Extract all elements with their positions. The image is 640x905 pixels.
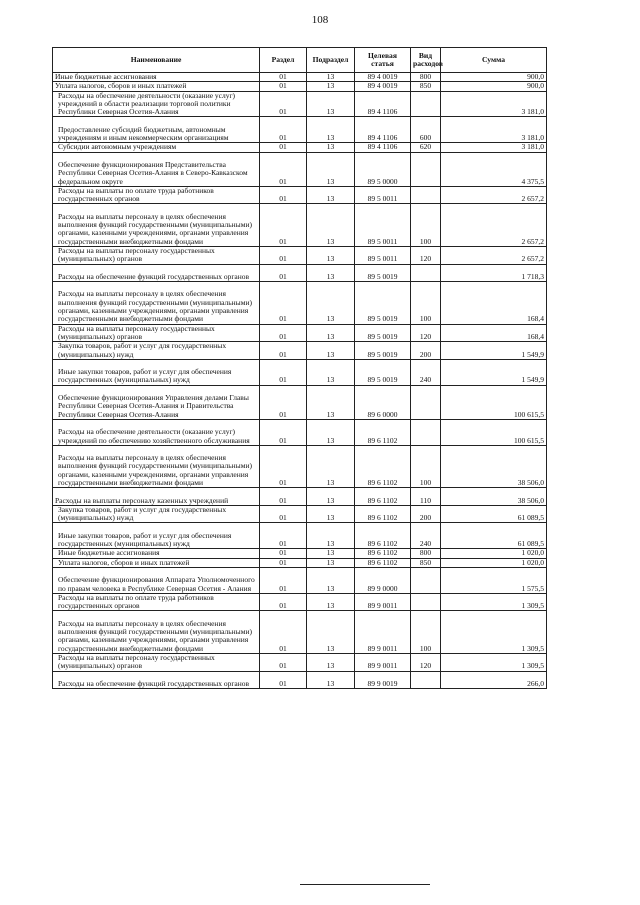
cell-section: 01 — [260, 488, 307, 506]
cell-name: Закупка товаров, работ и услуг для государственных (муниципальных) нужд — [53, 342, 260, 360]
cell-target: 89 9 0011 — [355, 611, 411, 654]
table-row — [53, 558, 547, 567]
cell-expense-type: 100 — [411, 204, 441, 247]
cell-section: 01 — [260, 505, 307, 523]
cell-subsection: 13 — [307, 567, 355, 593]
table-row — [53, 359, 547, 385]
cell-target: 89 4 0019 — [355, 82, 411, 91]
cell-amount: 100 615,5 — [441, 419, 547, 445]
cell-amount: 3 181,0 — [441, 91, 547, 117]
cell-subsection: 13 — [307, 117, 355, 143]
cell-amount: 3 181,0 — [441, 117, 547, 143]
cell-section: 01 — [260, 385, 307, 419]
cell-target: 89 4 1106 — [355, 117, 411, 143]
cell-amount: 1 549,9 — [441, 359, 547, 385]
cell-name: Иные бюджетные ассигнования — [53, 73, 260, 82]
cell-expense-type: 100 — [411, 445, 441, 488]
cell-expense-type — [411, 419, 441, 445]
cell-amount: 38 506,0 — [441, 445, 547, 488]
cell-amount: 1 309,5 — [441, 593, 547, 611]
cell-expense-type: 800 — [411, 549, 441, 558]
cell-target: 89 6 1102 — [355, 419, 411, 445]
header-amount: Сумма — [441, 48, 547, 73]
cell-subsection: 13 — [307, 445, 355, 488]
cell-target: 89 4 0019 — [355, 73, 411, 82]
table-row — [53, 653, 547, 671]
cell-section: 01 — [260, 152, 307, 186]
cell-expense-type — [411, 186, 441, 204]
cell-expense-type: 120 — [411, 653, 441, 671]
table-row — [53, 204, 547, 247]
cell-subsection: 13 — [307, 82, 355, 91]
table-body — [53, 73, 547, 689]
table-row — [53, 567, 547, 593]
cell-name: Иные закупки товаров, работ и услуг для обеспечения государственных (муниципальных) нужд — [53, 359, 260, 385]
cell-section: 01 — [260, 567, 307, 593]
cell-section: 01 — [260, 324, 307, 342]
cell-target: 89 4 1106 — [355, 143, 411, 152]
cell-target: 89 6 1102 — [355, 505, 411, 523]
table-row — [53, 671, 547, 689]
cell-subsection: 13 — [307, 282, 355, 325]
cell-amount: 2 657,2 — [441, 186, 547, 204]
cell-subsection: 13 — [307, 264, 355, 282]
cell-subsection: 13 — [307, 505, 355, 523]
cell-name: Расходы на выплаты по оплате труда работников государственных органов — [53, 593, 260, 611]
cell-subsection: 13 — [307, 143, 355, 152]
header-target: Целевая статья — [355, 48, 411, 73]
cell-target: 89 6 1102 — [355, 558, 411, 567]
table-row — [53, 385, 547, 419]
cell-target: 89 5 0019 — [355, 282, 411, 325]
cell-target: 89 9 0011 — [355, 653, 411, 671]
cell-name: Предоставление субсидий бюджетным, автономным учреждениям и иным некоммерческим организациям — [53, 117, 260, 143]
cell-amount: 1 309,5 — [441, 611, 547, 654]
cell-name: Обеспечение функционирования Аппарата Уполномоченного по правам человека в Республике Северная Осетия - Алания — [53, 567, 260, 593]
cell-amount: 900,0 — [441, 82, 547, 91]
cell-name: Расходы на выплаты персоналу в целях обеспечения выполнения функций государственными (муниципальными) органами, казенными учреждениями, органами управления государственными внебюджетными фондами — [53, 445, 260, 488]
table-row — [53, 611, 547, 654]
table-row — [53, 82, 547, 91]
cell-name: Расходы на выплаты персоналу в целях обеспечения выполнения функций государственными (муниципальными) органами, казенными учреждениями, органами управления государственными внебюджетными фондами — [53, 204, 260, 247]
cell-target: 89 9 0011 — [355, 593, 411, 611]
cell-amount: 2 657,2 — [441, 204, 547, 247]
cell-name: Расходы на выплаты персоналу казенных учреждений — [53, 488, 260, 506]
table-row — [53, 117, 547, 143]
cell-target: 89 5 0019 — [355, 324, 411, 342]
cell-expense-type — [411, 671, 441, 689]
cell-name: Расходы на выплаты персоналу государственных (муниципальных) органов — [53, 246, 260, 264]
cell-name: Расходы на обеспечение функций государственных органов — [53, 264, 260, 282]
cell-target: 89 6 1102 — [355, 488, 411, 506]
cell-section: 01 — [260, 143, 307, 152]
table-row — [53, 264, 547, 282]
cell-amount: 266,0 — [441, 671, 547, 689]
table-row — [53, 324, 547, 342]
cell-name: Субсидии автономным учреждениям — [53, 143, 260, 152]
cell-expense-type: 200 — [411, 505, 441, 523]
cell-expense-type: 110 — [411, 488, 441, 506]
cell-expense-type: 100 — [411, 611, 441, 654]
cell-name: Расходы на обеспечение деятельности (оказание услуг) учреждений по обеспечению хозяйственного обслуживания — [53, 419, 260, 445]
cell-subsection: 13 — [307, 91, 355, 117]
cell-subsection: 13 — [307, 611, 355, 654]
table-row — [53, 186, 547, 204]
cell-expense-type: 600 — [411, 117, 441, 143]
cell-subsection: 13 — [307, 246, 355, 264]
cell-amount: 1 020,0 — [441, 558, 547, 567]
cell-amount: 1 575,5 — [441, 567, 547, 593]
cell-name: Расходы на выплаты по оплате труда работников государственных органов — [53, 186, 260, 204]
table-row — [53, 152, 547, 186]
cell-subsection: 13 — [307, 523, 355, 549]
table-row — [53, 246, 547, 264]
cell-section: 01 — [260, 549, 307, 558]
cell-name: Обеспечение функционирования Управления делами Главы Республики Северная Осетия-Алания и Правительства Республики Северная Осетия-Алания — [53, 385, 260, 419]
cell-subsection: 13 — [307, 671, 355, 689]
cell-subsection: 13 — [307, 73, 355, 82]
cell-amount: 900,0 — [441, 73, 547, 82]
cell-amount: 168,4 — [441, 324, 547, 342]
cell-subsection: 13 — [307, 342, 355, 360]
cell-expense-type — [411, 152, 441, 186]
cell-expense-type: 800 — [411, 73, 441, 82]
cell-section: 01 — [260, 342, 307, 360]
cell-expense-type: 120 — [411, 324, 441, 342]
cell-target: 89 6 1102 — [355, 445, 411, 488]
cell-section: 01 — [260, 359, 307, 385]
cell-target: 89 5 0019 — [355, 359, 411, 385]
cell-subsection: 13 — [307, 653, 355, 671]
cell-amount: 1 718,3 — [441, 264, 547, 282]
table-row — [53, 342, 547, 360]
header-expense-type: Вид расходов — [411, 48, 441, 73]
cell-amount: 4 375,5 — [441, 152, 547, 186]
footer-rule — [300, 884, 430, 885]
cell-target: 89 5 0019 — [355, 342, 411, 360]
cell-expense-type: 240 — [411, 359, 441, 385]
cell-target: 89 9 0000 — [355, 567, 411, 593]
cell-target: 89 6 1102 — [355, 523, 411, 549]
cell-amount: 1 020,0 — [441, 549, 547, 558]
cell-name: Обеспечение функционирования Представительства Республики Северная Осетия-Алания в Северо-Кавказском федеральном округе — [53, 152, 260, 186]
cell-subsection: 13 — [307, 385, 355, 419]
table-row — [53, 143, 547, 152]
cell-expense-type: 120 — [411, 246, 441, 264]
cell-section: 01 — [260, 264, 307, 282]
cell-section: 01 — [260, 117, 307, 143]
cell-subsection: 13 — [307, 186, 355, 204]
cell-amount: 1 309,5 — [441, 653, 547, 671]
cell-subsection: 13 — [307, 152, 355, 186]
cell-section: 01 — [260, 671, 307, 689]
table-row — [53, 505, 547, 523]
cell-name: Расходы на выплаты персоналу в целях обеспечения выполнения функций государственными (муниципальными) органами, казенными учреждениями, органами управления государственными внебюджетными фондами — [53, 282, 260, 325]
cell-expense-type: 850 — [411, 82, 441, 91]
cell-target: 89 9 0019 — [355, 671, 411, 689]
cell-section: 01 — [260, 282, 307, 325]
cell-name: Уплата налогов, сборов и иных платежей — [53, 82, 260, 91]
cell-amount: 100 615,5 — [441, 385, 547, 419]
cell-section: 01 — [260, 246, 307, 264]
cell-subsection: 13 — [307, 419, 355, 445]
table-row — [53, 91, 547, 117]
cell-amount: 3 181,0 — [441, 143, 547, 152]
cell-section: 01 — [260, 523, 307, 549]
cell-target: 89 5 0011 — [355, 246, 411, 264]
cell-name: Расходы на обеспечение деятельности (оказание услуг) учреждений в области реализации торговой политики Республики Северная Осетия-Алания — [53, 91, 260, 117]
table-row — [53, 282, 547, 325]
cell-name: Расходы на выплаты персоналу государственных (муниципальных) органов — [53, 653, 260, 671]
cell-section: 01 — [260, 419, 307, 445]
table-header-row — [53, 48, 547, 73]
table-row — [53, 445, 547, 488]
cell-subsection: 13 — [307, 558, 355, 567]
cell-expense-type: 850 — [411, 558, 441, 567]
cell-name: Расходы на обеспечение функций государственных органов — [53, 671, 260, 689]
cell-amount: 61 089,5 — [441, 523, 547, 549]
cell-expense-type: 240 — [411, 523, 441, 549]
header-name: Наименование — [53, 48, 260, 73]
table-row — [53, 593, 547, 611]
budget-table — [52, 47, 547, 689]
header-section: Раздел — [260, 48, 307, 73]
cell-expense-type — [411, 385, 441, 419]
cell-subsection: 13 — [307, 359, 355, 385]
cell-name: Уплата налогов, сборов и иных платежей — [53, 558, 260, 567]
page-number: 108 — [311, 14, 329, 26]
cell-amount: 168,4 — [441, 282, 547, 325]
cell-amount: 2 657,2 — [441, 246, 547, 264]
cell-section: 01 — [260, 558, 307, 567]
cell-section: 01 — [260, 91, 307, 117]
cell-target: 89 5 0011 — [355, 186, 411, 204]
table-row — [53, 549, 547, 558]
cell-expense-type — [411, 567, 441, 593]
cell-section: 01 — [260, 82, 307, 91]
cell-target: 89 5 0000 — [355, 152, 411, 186]
cell-target: 89 6 0000 — [355, 385, 411, 419]
cell-expense-type: 620 — [411, 143, 441, 152]
cell-amount: 38 506,0 — [441, 488, 547, 506]
cell-name: Иные бюджетные ассигнования — [53, 549, 260, 558]
cell-section: 01 — [260, 73, 307, 82]
cell-name: Расходы на выплаты персоналу в целях обеспечения выполнения функций государственными (муниципальными) органами, казенными учреждениями, органами управления государственными внебюджетными фондами — [53, 611, 260, 654]
cell-subsection: 13 — [307, 204, 355, 247]
cell-target: 89 6 1102 — [355, 549, 411, 558]
header-subsection: Подраздел — [307, 48, 355, 73]
cell-expense-type — [411, 91, 441, 117]
cell-name: Иные закупки товаров, работ и услуг для обеспечения государственных (муниципальных) нужд — [53, 523, 260, 549]
cell-target: 89 5 0011 — [355, 204, 411, 247]
cell-target: 89 4 1106 — [355, 91, 411, 117]
cell-subsection: 13 — [307, 324, 355, 342]
cell-name: Расходы на выплаты персоналу государственных (муниципальных) органов — [53, 324, 260, 342]
table-row — [53, 419, 547, 445]
cell-expense-type: 100 — [411, 282, 441, 325]
cell-subsection: 13 — [307, 488, 355, 506]
cell-name: Закупка товаров, работ и услуг для государственных (муниципальных) нужд — [53, 505, 260, 523]
cell-amount: 1 549,9 — [441, 342, 547, 360]
cell-section: 01 — [260, 593, 307, 611]
table-row — [53, 488, 547, 506]
cell-amount: 61 089,5 — [441, 505, 547, 523]
cell-expense-type: 200 — [411, 342, 441, 360]
cell-subsection: 13 — [307, 549, 355, 558]
table-row — [53, 523, 547, 549]
cell-section: 01 — [260, 445, 307, 488]
cell-section: 01 — [260, 186, 307, 204]
cell-section: 01 — [260, 204, 307, 247]
cell-subsection: 13 — [307, 593, 355, 611]
cell-section: 01 — [260, 611, 307, 654]
cell-expense-type — [411, 264, 441, 282]
cell-target: 89 5 0019 — [355, 264, 411, 282]
cell-section: 01 — [260, 653, 307, 671]
cell-expense-type — [411, 593, 441, 611]
